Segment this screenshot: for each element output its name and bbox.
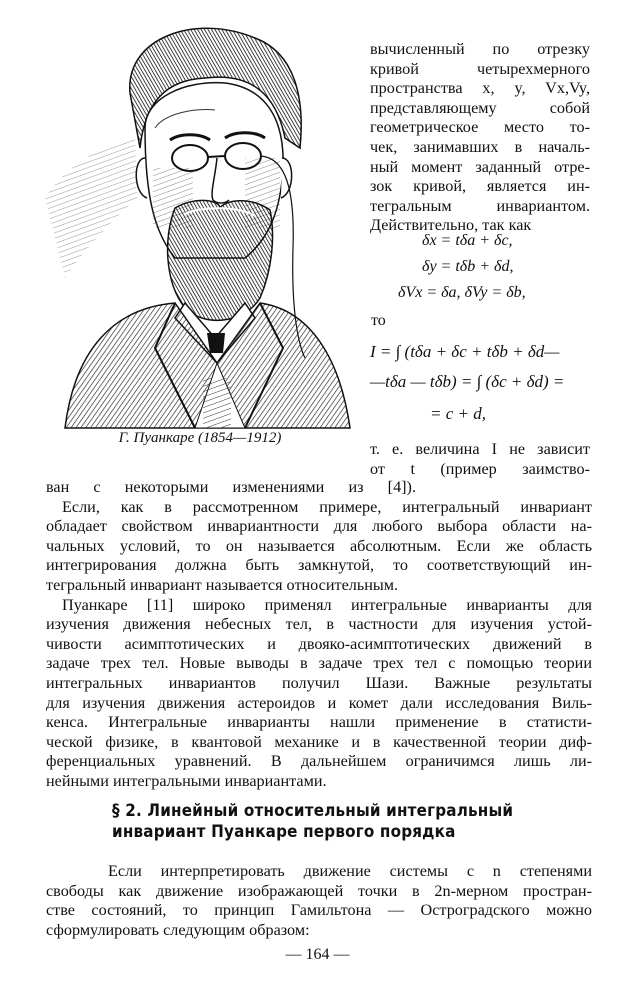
text-line: интегрирования должна быть замкнутой, то соответствующий ин- [46,556,592,575]
text-line: зок кривой, является ин- [370,177,590,196]
text-line: ференциальных уравнений. В дальнейшем ограничимся лишь ли- [46,752,592,771]
heading-line-2: инвариант Пуанкаре первого порядка [112,822,456,841]
text-line: тегральный инвариант называется относительным. [46,575,399,594]
equation-dv: δVx = δa, δVy = δb, [398,284,526,301]
text-line: задаче трех тел. Новые выводы в задаче трех тел с помощью теории [46,654,592,673]
integral-line-2: —tδa — tδb) = ∫ (δc + δd) = [370,372,565,391]
text-line: Пуанкаре [11] широко применял интегральные инварианты для [62,595,592,614]
text-line: вычисленный по отрезку [370,40,590,58]
page-number: — 164 — [285,946,350,963]
section-heading [112,800,517,842]
text-line: Если, как в рассмотренном примере, интегральный инвариант [62,497,592,516]
text-line: обладает свойством инвариантности для любого выбора области на- [46,517,592,536]
integral-line-3: = c + d, [430,404,486,423]
text-line: представляющему собой [370,98,590,117]
heading-line-1: § 2. Линейный относительный интегральный [112,801,514,820]
text-line: свободы как движение изображающей точки в 2n-мерном простран- [46,881,592,900]
text-line: Если интерпретировать движение системы с n степенями [108,862,592,880]
section-text [46,862,592,940]
text-line: ван с некоторыми изменениями из [4]). [46,478,416,496]
text-line: от t (пример заимство- [370,459,590,478]
text-line: сформулировать следующим образом: [46,920,310,939]
text-line: изучения движения небесных тел, в частности для изучения устой- [46,615,592,634]
text-line: ческой физике, в квантовой механике и в качественной теории диф- [46,732,592,751]
text-line: интегральных инвариантов получил Шази. Важные результаты [46,673,592,692]
text-line: геометрическое место то- [370,118,590,137]
equation-dx: δx = tδa + δc, [422,232,513,249]
text-line: т. е. величина I не зависит [370,440,590,458]
main-text [46,478,592,792]
text-to: то [371,312,386,329]
text-line: стве состояний, то принцип Гамильтона — Остроградского можно [46,901,592,920]
integral-line-1: I = ∫ (tδa + δc + tδb + δd— [370,342,560,361]
text-line: пространства x, y, Vx,Vy, [370,79,590,98]
text-line: тегральным инвариантом. [370,196,590,215]
text-line: кривой четырехмерного [370,59,590,78]
right-column-text [370,40,590,236]
text-line: для изучения движения астероидов и комет дали исследования Виль- [46,693,592,712]
text-line: чивости асимптотических и двояко-асимптотических движений в [46,634,592,653]
text-line: Действительно, так как [370,216,532,235]
poincare-portrait [45,18,353,430]
text-line: кенса. Интегральные инварианты нашли применение в статисти- [46,713,592,732]
equation-dy: δy = tδb + δd, [422,258,514,275]
text-line: чек, занимавших в началь- [370,137,590,156]
text-line: нейными интегральными инвариантами. [46,771,327,790]
right-column-continuation [370,440,590,479]
portrait-caption: Г. Пуанкаре (1854—1912) [118,430,282,446]
text-line: чальных условий, то он называется абсолютным. Если же область [46,536,592,555]
text-line: ный момент заданный отре- [370,157,590,176]
